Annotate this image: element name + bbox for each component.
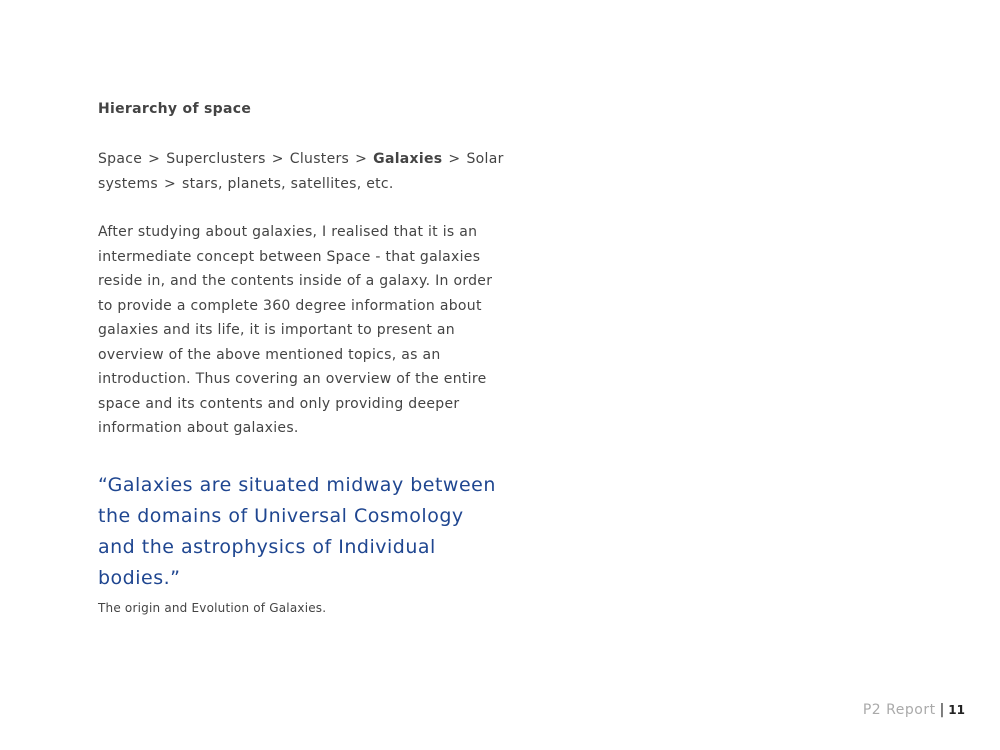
- hierarchy-separator: >: [148, 151, 161, 167]
- hierarchy-item: Solar systems: [98, 151, 504, 192]
- hierarchy-separator: >: [448, 151, 461, 167]
- hierarchy-separator: >: [164, 175, 177, 192]
- hierarchy-item: Superclusters: [166, 151, 266, 167]
- hierarchy-item-highlighted: Galaxies: [373, 151, 443, 167]
- hierarchy-item: stars, planets, satellites, etc.: [182, 175, 394, 192]
- quote-source: The origin and Evolution of Galaxies.: [98, 600, 327, 615]
- pull-quote: “Galaxies are situated midway between the domains of Universal Cosmology and the astrophysics of Individual bodies.”: [98, 473, 496, 590]
- space-hierarchy: [98, 147, 504, 196]
- body-paragraph: After studying about galaxies, I realised that it is an intermediate concept between Space - that galaxies reside in, and the contents inside of a galaxy. In order to provide a complete 360 degree information about galaxies and its life, it is important to present an overview of the above mentioned topics, as an introduction. Thus covering an overview of the entire space and its contents and only providing deeper information about galaxies.: [98, 224, 493, 436]
- report-title: P2 Report: [862, 702, 936, 718]
- page-number: 11: [948, 703, 965, 717]
- hierarchy-separator: >: [355, 151, 368, 167]
- hierarchy-item: Clusters: [289, 151, 350, 167]
- footer-divider: |: [939, 702, 945, 718]
- hierarchy-separator: >: [271, 151, 284, 167]
- page-footer: [863, 700, 965, 720]
- page-content: [98, 98, 504, 617]
- hierarchy-item: Space: [98, 151, 143, 167]
- section-heading: Hierarchy of space: [98, 101, 252, 117]
